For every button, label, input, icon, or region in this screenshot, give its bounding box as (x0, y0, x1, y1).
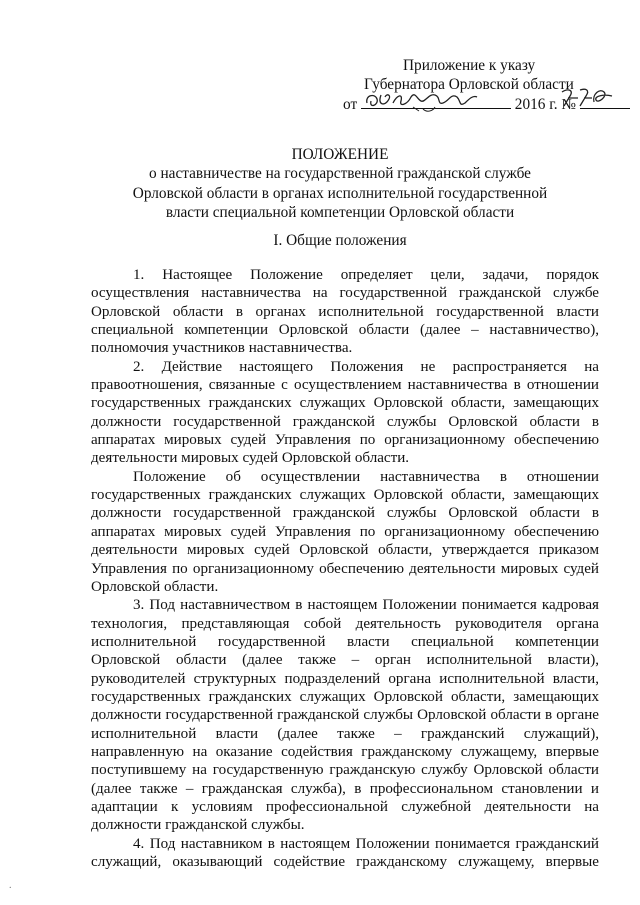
paragraph: 2. Действие настоящего Положения не распространяется на правоотношения, связанные с осуществлением наставничества в отношении государственных гражданских служащих Орловской области, замещающих должности государственной гражданской службы Орловской области в аппаратах мировых судей Управления по организационному обеспечению деятельности мировых судей Орловской области. (91, 358, 599, 467)
paragraph: 4. Под наставником в настоящем Положении понимается гражданский служащий, оказывающий содействие гражданскому служащему, впервые (91, 835, 599, 870)
appendix-date-line (343, 94, 633, 114)
section-heading: I. Общие положения (273, 232, 407, 249)
year-number-text: 2016 г. № (514, 96, 577, 113)
scan-mark: . (9, 880, 12, 891)
handwritten-number (556, 82, 618, 112)
handwritten-date (363, 85, 481, 115)
paragraph: Положение об осуществлении наставничества в отношении государственных гражданских служащих Орловской области, замещающих должности государственной гражданской службы Орловской области в аппаратах мировых судей Управления по организационному обеспечению деятельности мировых судей Орловской области, утверждается приказом Управления по организационному обеспечению деятельности мировых судей Орловской области. (91, 468, 599, 595)
document-title: ПОЛОЖЕНИЕ (291, 146, 389, 163)
document-subtitle (60, 164, 620, 223)
document-body (91, 266, 599, 871)
paragraph: 3. Под наставничеством в настоящем Положении понимается кадровая технология, представляющая собой деятельность руководителя органа исполнительной государственной власти специальной компетенции Орловской области (далее также – орган исполнительной власти), руководителей структурных подразделений органа исполнительной власти, государственных гражданских служащих Орловской области, замещающих должности государственной гражданской службы Орловской области в органе исполнительной власти (далее также – гражданский служащий), направленную на оказание содействия гражданскому служащему, впервые поступившему на государственную гражданскую службу Орловской области (далее также – гражданская служба), в профессиональном становлении и адаптации к условиям профессиональной служебной деятельности на должности гражданской службы. (91, 597, 599, 834)
date-prefix: от (343, 96, 358, 113)
appendix-line-1: Приложение к указу (403, 57, 536, 74)
subtitle-line: Орловской области в органах исполнительной государственной (132, 184, 548, 202)
appendix-line-2: Губернатора Орловской области (364, 76, 574, 93)
appendix-block (343, 56, 633, 114)
paragraph: 1. Настоящее Положение определяет цели, задачи, порядок осуществления наставничества на государственной гражданской службе Орловской области в органах исполнительной государственной власти специальной компетенции Орловской области (далее – наставничество), полномочия участников наставничества. (91, 267, 599, 357)
subtitle-line: о наставничестве на государственной гражданской службе (149, 165, 531, 182)
subtitle-line: власти специальной компетенции Орловской области (165, 204, 515, 221)
